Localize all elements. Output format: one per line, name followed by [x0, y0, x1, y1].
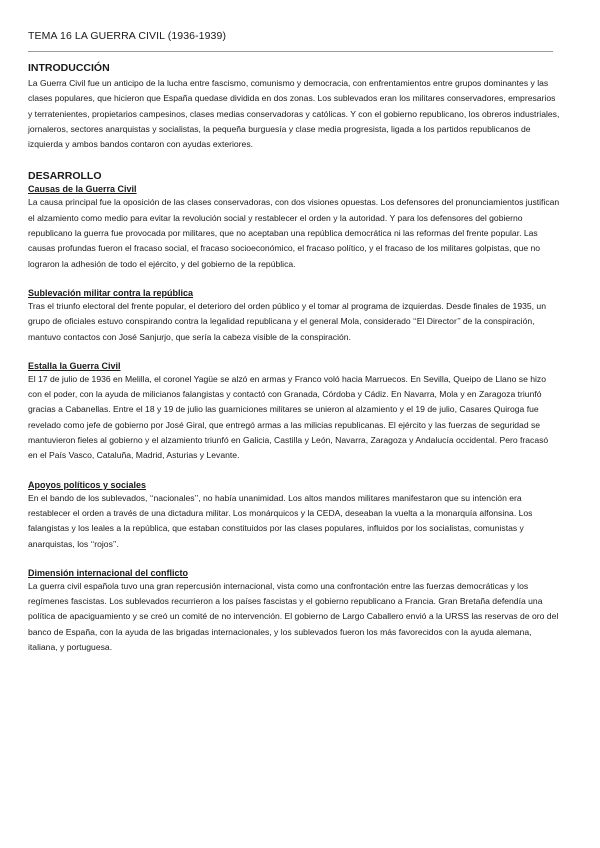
desarrollo-heading: DESARROLLO [28, 170, 102, 183]
sublevacion-heading: Sublevación militar contra la república [28, 287, 194, 298]
dimension-heading: Dimensión internacional del conflicto [28, 567, 189, 578]
title-divider [28, 51, 553, 52]
apoyos-text: En el bando de los sublevados, ‘‘nacionales’’, no había unanimidad. Los altos mandos militares manifestaron que su intención era restablecer el orden a través de una dictadura militar. Los monárquicos y la CEDA, deseaban la vuelta a la monarquía alfonsina. Los falangistas y los leales a la república, que estaban constituidos por las clases populares, influidos por los socialistas, comunistas y anarquistas, los ‘‘rojos’’. [28, 492, 533, 549]
introduccion-text: La Guerra Civil fue un anticipo de la lucha entre fascismo, comunismo y democracia, con enfrentamientos entre grupos dominantes y las clases populares, que hicieron que España quedase dividida en dos zonas. Los sublevados eran los militares conservadores, empresarios y terratenientes, propietarios campesinos, clases medias conservadoras y católicas. Y con el gobierno republicano, los obreros industriales, jornaleros, sectores anarquistas y socialistas, la pequeña burguesía y clase media progresista, ligada a los partidos republicanos de izquierda y ambos bandos contaron con ayudas exteriores. [28, 78, 560, 150]
estalla-heading: Estalla la Guerra Civil [28, 360, 121, 371]
sublevacion-text: Tras el triunfo electoral del frente popular, el deterioro del orden público y el tomar al programa de izquierdas. Desde finales de 1935, un grupo de oficiales estuvo conspirando contra la legalidad republicana y el general Mola, considerado ‘‘El Director’’ de la conspiración, mantuvo contactos con José Sanjurjo, que sería la cabeza visible de la conspiración. [28, 300, 546, 342]
causas-text: La causa principal fue la oposición de las clases conservadoras, con dos visiones opuestas. Los defensores del pronunciamientos justifican el alzamiento como medio para evitar la revolución social y restablecer el orden y la autoridad. Y para los defensores del gobierno republicano la guerra fue provocada por militares, que no aceptaban una república democrática ni las reformas del frente popular. Las causas profundas fueron el fracaso social, el fracaso socioeconómico, el fracaso político, y el fracaso de los militares golpistas, que no lograron la adhesión de todo el ejército, y del gobierno de la república. [28, 197, 560, 269]
document-title: TEMA 16 LA GUERRA CIVIL (1936-1939) [28, 30, 227, 42]
apoyos-heading: Apoyos políticos y sociales [28, 479, 147, 490]
introduccion-heading: INTRODUCCIÓN [28, 62, 110, 74]
causas-heading: Causas de la Guerra Civil [28, 184, 137, 195]
dimension-text: La guerra civil española tuvo una gran repercusión internacional, vista como una confrontación entre las fuerzas democráticas y los regímenes fascistas. Los sublevados recurrieron a los países fascistas y el gobierno republicano a Francia. Gran Bretaña defendía una política de apaciguamiento y se creó un comité de no intervención. El gobierno de Largo Caballero envió a la URSS las reservas de oro del banco de España, con la ayuda de las brigadas internacionales, y los sublevados fueron los más favorecidos con la ayuda alemana, italiana, y portuguesa. [28, 580, 559, 653]
estalla-text: El 17 de julio de 1936 en Melilla, el coronel Yagüe se alzó en armas y Franco voló hacia Marruecos. En Sevilla, Queipo de Llano se hizo con el poder, con la ayuda de milicianos falangistas y contactó con Granada, Córdoba y Cádiz. En Navarra, Mola y en Zaragoza triunfó gracias a Cabanellas. Entre el 18 y 19 de julio las guarniciones militares se unieron al alzamiento y el 19 de julio, Casares Quiroga fue revelado como jefe de gobierno por José Giral, que entregó armas a las milicias republicanas. El ejército y las fuerzas de seguridad se mantuvieron fieles al gobierno y el alzamiento triunfó en Galicia, Castilla y León, Navarra, Zaragoza y Andalucía occidental. Pero fracasó en el País Vasco, Cataluña, Madrid, Asturias y Levante. [28, 373, 549, 461]
